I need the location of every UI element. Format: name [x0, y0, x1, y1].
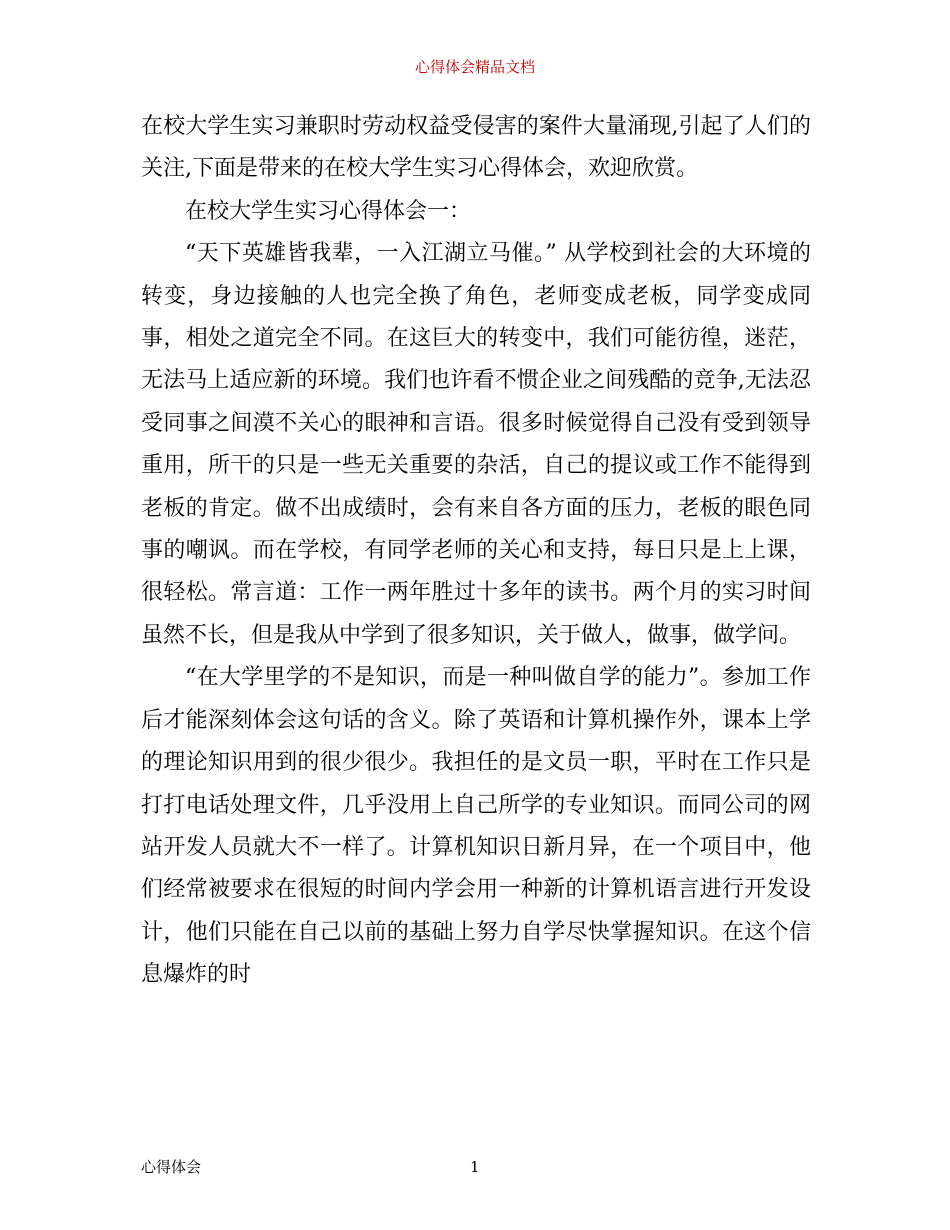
- page-header-title: 心得体会精品文档: [414, 58, 535, 76]
- document-body: [141, 106, 811, 997]
- footer-label: 心得体会: [141, 1158, 202, 1176]
- section-heading: 在校大学生实习心得体会一：: [185, 198, 472, 224]
- paragraph-intro: 在校大学生实习兼职时劳动权益受侵害的案件大量涌现,引起了人们的关注,下面是带来的在校大学生实习心得体会，欢迎欣赏。: [141, 114, 811, 182]
- paragraph: “在大学里学的不是知识，而是一种叫做自学的能力”。参加工作后才能深刻体会这句话的含义。除了英语和计算机操作外，课本上学的理论知识用到的很少很少。我担任的是文员一职，平时在工作只是打打电话处理文件，几乎没用上自己所学的专业知识。而同公司的网站开发人员就大不一样了。计算机知识日新月异，在一个项目中，他们经常被要求在很短的时间内学会用一种新的计算机语言进行开发设计，他们只能在自己以前的基础上努力自学尽快掌握知识。在这个信息爆炸的时: [141, 665, 811, 988]
- page-number: 1: [470, 1158, 480, 1176]
- paragraph: “天下英雄皆我辈，一入江湖立马催。” 从学校到社会的大环境的转变，身边接触的人也完全换了角色，老师变成老板，同学变成同事，相处之道完全不同。在这巨大的转变中，我们可能彷徨，迷茫，无法马上适应新的环境。我们也许看不惯企业之间残酷的竞争,无法忍受同事之间漠不关心的眼神和言语。很多时候觉得自己没有受到领导重用，所干的只是一些无关重要的杂活，自己的提议或工作不能得到老板的肯定。做不出成绩时，会有来自各方面的压力，老板的眼色同事的嘲讽。而在学校，有同学老师的关心和支持，每日只是上上课，很轻松。常言道：工作一两年胜过十多年的读书。两个月的实习时间虽然不长，但是我从中学到了很多知识，关于做人，做事，做学问。: [141, 241, 811, 648]
